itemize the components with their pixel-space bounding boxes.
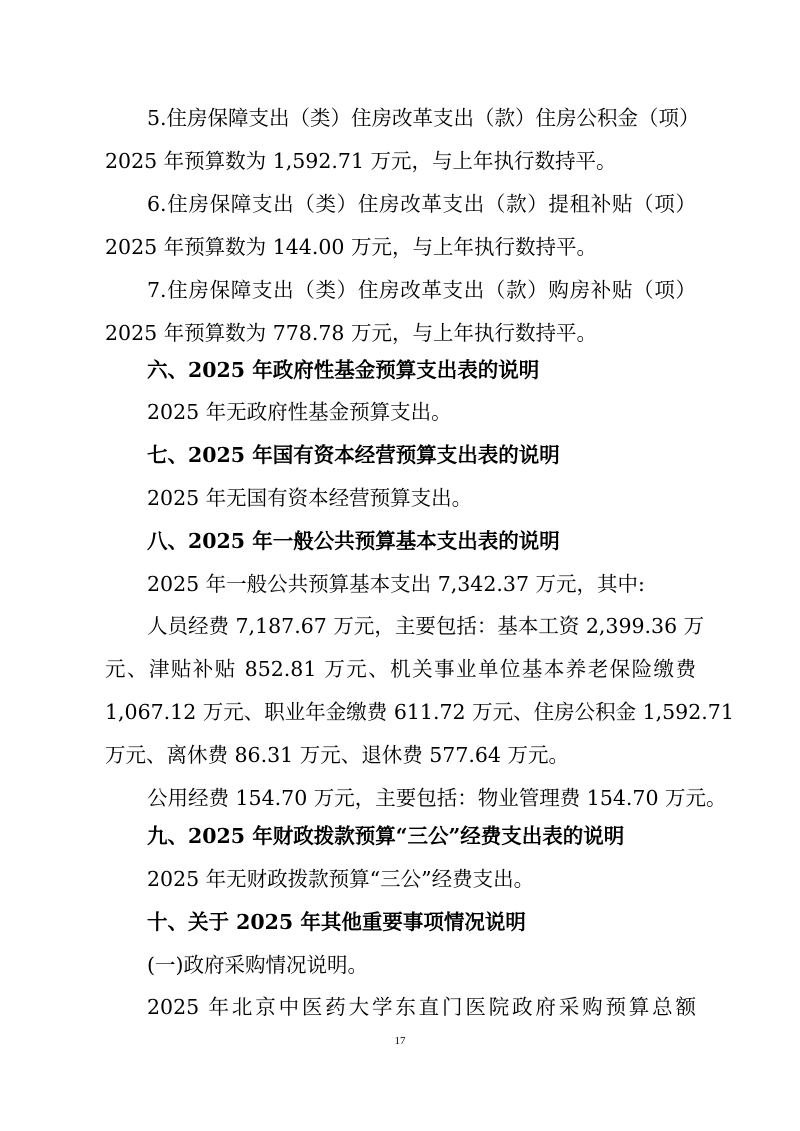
section-heading-8: 八、2025 年一般公共预算基本支出表的说明 bbox=[147, 529, 560, 553]
section-heading-10: 十、关于 2025 年其他重要事项情况说明 bbox=[147, 910, 526, 934]
page-number: 17 bbox=[394, 1035, 406, 1047]
item7-line2: 2025 年预算数为 778.78 万元，与上年执行数持平。 bbox=[105, 321, 597, 345]
section-9-paragraph: 2025 年无财政拨款预算“三公”经费支出。 bbox=[147, 867, 535, 891]
personnel-expense-line2: 元、津贴补贴 852.81 万元、机关事业单位基本养老保险缴费 bbox=[105, 657, 696, 681]
public-expense-paragraph: 公用经费 154.70 万元，主要包括：物业管理费 154.70 万元。 bbox=[147, 786, 727, 810]
personnel-expense-line3: 1,067.12 万元、职业年金缴费 611.72 万元、住房公积金 1,592.71 bbox=[105, 700, 734, 724]
subsection-1-line1: 2025 年北京中医药大学东直门医院政府采购预算总额 bbox=[147, 995, 696, 1019]
personnel-expense-line4: 万元、离休费 86.31 万元、退休费 577.64 万元。 bbox=[105, 743, 569, 767]
section-8-intro: 2025 年一般公共预算基本支出 7,342.37 万元，其中: bbox=[147, 572, 645, 596]
item5-line2: 2025 年预算数为 1,592.71 万元，与上年执行数持平。 bbox=[105, 149, 617, 173]
section-7-paragraph: 2025 年无国有资本经营预算支出。 bbox=[147, 486, 473, 510]
section-heading-6: 六、2025 年政府性基金预算支出表的说明 bbox=[147, 358, 540, 382]
section-heading-9: 九、2025 年财政拨款预算“三公”经费支出表的说明 bbox=[147, 824, 625, 848]
section-6-paragraph: 2025 年无政府性基金预算支出。 bbox=[147, 400, 452, 424]
subsection-1-heading: (一)政府采购情况说明。 bbox=[147, 953, 368, 977]
item6-line2: 2025 年预算数为 144.00 万元，与上年执行数持平。 bbox=[105, 235, 597, 259]
personnel-expense-line1: 人员经费 7,187.67 万元，主要包括：基本工资 2,399.36 万 bbox=[147, 614, 705, 638]
item7-line1: 7.住房保障支出（类）住房改革支出（款）购房补贴（项） bbox=[147, 278, 696, 302]
item5-line1: 5.住房保障支出（类）住房改革支出（款）住房公积金（项） bbox=[147, 106, 700, 130]
section-heading-7: 七、2025 年国有资本经营预算支出表的说明 bbox=[147, 443, 560, 467]
item6-line1: 6.住房保障支出（类）住房改革支出（款）提租补贴（项） bbox=[147, 192, 696, 216]
